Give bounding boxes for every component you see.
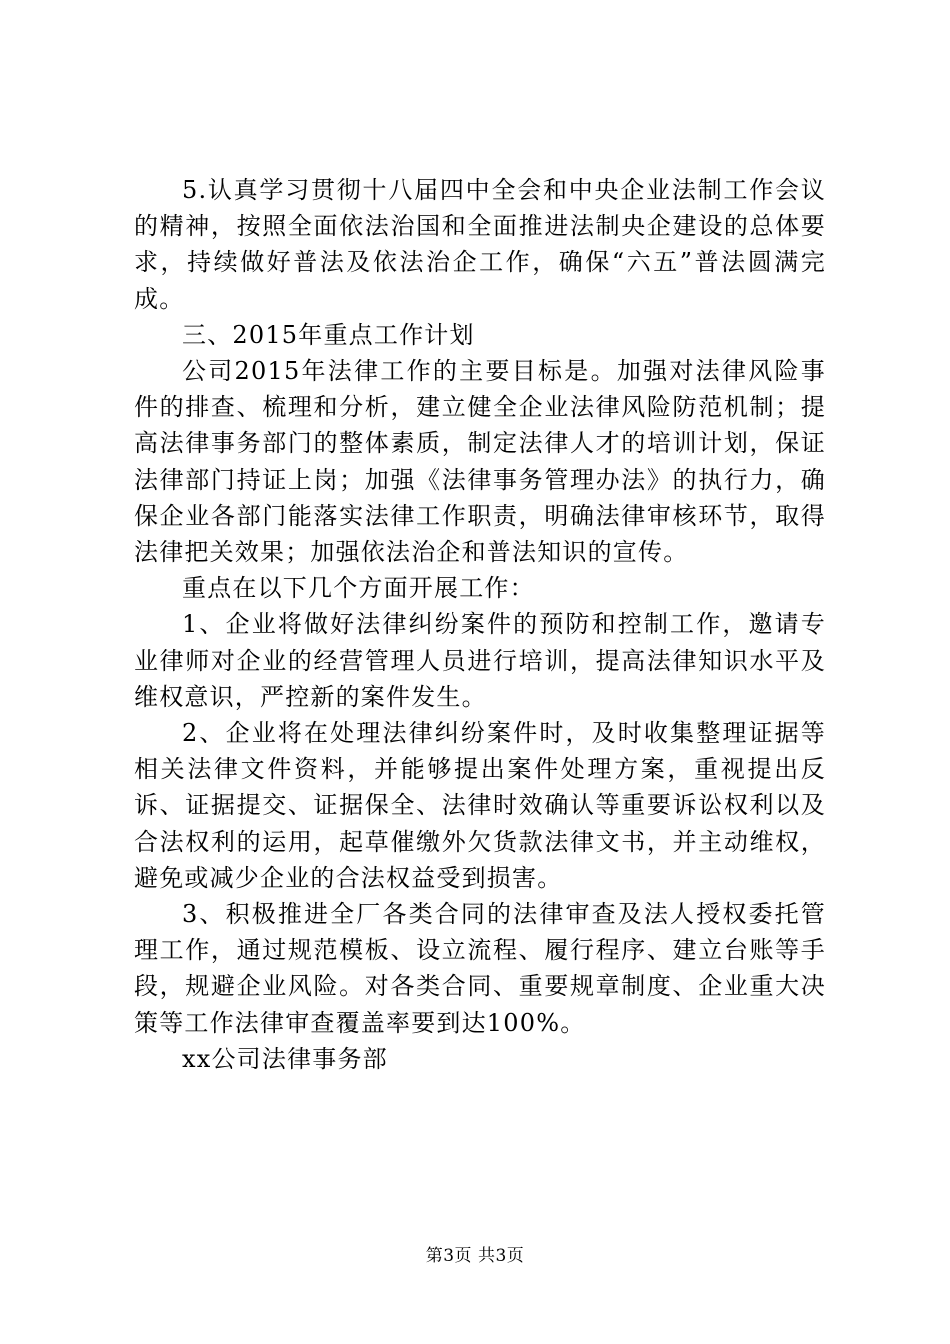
paragraph-study-spirit: 5.认真学习贯彻十八届四中全会和中央企业法制工作会议的精神，按照全面依法治国和全面推进法制央企建设的总体要求，持续做好普法及依法治企工作，确保“六五”普法圆满完成。 [134,176,826,313]
paragraph-item-1: 1、企业将做好法律纠纷案件的预防和控制工作，邀请专业律师对企业的经营管理人员进行培训，提高法律知识水平及维权意识，严控新的案件发生。 [134,610,826,711]
section-heading-2015-plan: 三、2015年重点工作计划 [182,320,475,349]
paragraph-main-goals: 公司2015年法律工作的主要目标是。加强对法律风险事件的排查、梳理和分析，建立健全企业法律风险防范机制；提高法律事务部门的整体素质，制定法律人才的培训计划，保证法律部门持证上岗；加强《法律事务管理办法》的执行力，确保企业各部门能落实法律工作职责，明确法律审核环节，取得法律把关效果；加强依法治企和普法知识的宣传。 [134,357,826,567]
page-number-footer: 第3页 共3页 [425,1246,525,1266]
paragraph-item-2: 2、企业将在处理法律纠纷案件时，及时收集整理证据等相关法律文件资料，并能够提出案件处理方案，重视提出反诉、证据提交、证据保全、法律时效确认等重要诉讼权利以及合法权利的运用，起草催缴外欠货款法律文书，并主动维权，避免或减少企业的合法权益受到损害。 [134,719,826,892]
signature-department: xx公司法律事务部 [182,1044,388,1073]
paragraph-item-3: 3、积极推进全厂各类合同的法律审查及法人授权委托管理工作，通过规范模板、设立流程、履行程序、建立台账等手段，规避企业风险。对各类合同、重要规章制度、企业重大决策等工作法律审查覆盖率要到达100%。 [134,900,826,1037]
document-body [134,172,826,1077]
paragraph-focus-intro: 重点在以下几个方面开展工作： [182,574,535,603]
